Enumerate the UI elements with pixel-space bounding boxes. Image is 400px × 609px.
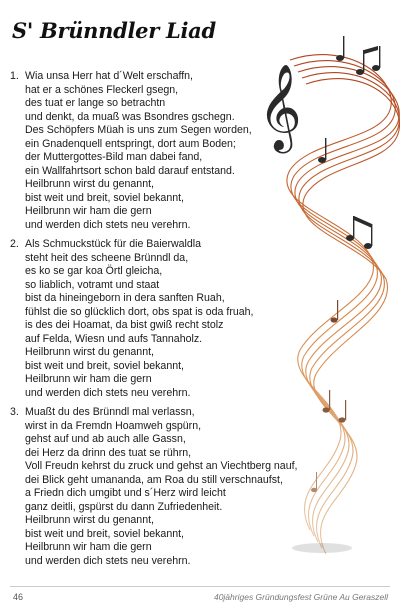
verse-line: der Muttergottes-Bild man dabei fand,	[25, 151, 203, 163]
verse-line: is des dei Hoamat, da bist gwiß recht stolz	[25, 319, 224, 331]
verse-line: ein Gnadenquell entspringt, dort aum Boden;	[25, 137, 236, 150]
refrain-line: Heilbrunn wirst du genannt,	[25, 346, 154, 358]
page-number: 46	[13, 592, 24, 602]
svg-text:𝄞: 𝄞	[258, 64, 302, 150]
verse-line: Voll Freudn kehrst du zruck und gehst an Viechtberg nauf,	[25, 460, 298, 472]
refrain-line: Heilbrunn wir ham die gern	[25, 205, 152, 217]
refrain-line: bist weit und breit, soviel bekannt,	[25, 359, 184, 372]
verse-line: bist da hineingeborn in dera sanften Ruah,	[25, 292, 225, 304]
verse-line: so liablich, votramt und staat	[25, 278, 160, 291]
refrain-line: Heilbrunn wirst du genannt,	[25, 514, 154, 526]
verse-line: steht heit des scheene Brünndl da,	[25, 251, 189, 264]
refrain-line: und werden dich stets neu verehrn.	[25, 386, 191, 399]
verse-line: Des Schöpfers Müah is uns zum Segen worden,	[25, 124, 252, 136]
staff-ribbon	[287, 55, 400, 554]
verse-line: Muaßt du des Brünndl mal verlassn,	[25, 406, 195, 418]
shadow	[292, 543, 352, 553]
verse-line: auf Felda, Wiesn und aufs Tannaholz.	[25, 332, 203, 345]
footer-text: 40jähriges Gründungsfest Grüne Au Geraszell	[213, 592, 388, 602]
verse-line: fühlst die so glücklich dort, obs spat is oda fruah,	[25, 305, 254, 318]
verse-line: wirst in da Fremdn Hoamweh gspürn,	[25, 419, 202, 432]
verse-line: Als Schmuckstück für die Baierwaldla	[25, 238, 202, 250]
verse-lines	[25, 70, 252, 232]
verse-line: gehst auf und ab auch alle Gassn,	[25, 433, 186, 445]
refrain-line: und werden dich stets neu verehrn.	[25, 218, 191, 231]
verse-number: 3.	[10, 406, 19, 418]
footer-divider	[10, 586, 390, 587]
verse-line: a Friedn dich umgibt und s´Herz wird leicht	[25, 487, 226, 499]
verse-line: ein Wallfahrtsort schon bald darauf entstand.	[25, 164, 235, 177]
verse-line: ganz deitli, gspürst du dann Zufriedenheit.	[25, 500, 223, 513]
verse-lines	[25, 238, 253, 400]
verse-number: 1.	[10, 70, 19, 82]
refrain-line: und werden dich stets neu verehrn.	[25, 554, 191, 567]
verse-line: Wia unsa Herr hat d´Welt erschaffn,	[25, 70, 193, 82]
verse-number: 2.	[10, 238, 19, 250]
refrain-line: bist weit und breit, soviel bekannt,	[25, 527, 184, 540]
treble-clef-icon	[258, 64, 302, 154]
verse-line: dei Blick geht umananda, am Roa du still verschnaufst,	[25, 473, 283, 486]
refrain-line: Heilbrunn wir ham die gern	[25, 373, 152, 385]
music-notes	[311, 36, 380, 492]
refrain-line: bist weit und breit, soviel bekannt,	[25, 191, 184, 204]
verse-line: des tuat er lange so betrachtn	[25, 97, 166, 109]
verse-line: hat er a schönes Fleckerl gsegn,	[25, 83, 179, 96]
refrain-line: Heilbrunn wirst du genannt,	[25, 178, 154, 190]
verse-line: dei Herz da drinn des tuat se rührn,	[25, 446, 192, 459]
refrain-line: Heilbrunn wir ham die gern	[25, 541, 152, 553]
music-notes-illustration	[230, 20, 400, 565]
verse-line: und denkt, da muaß was Bsondres gschegn.	[25, 110, 235, 123]
page-title: S' Brünndler Liad	[12, 18, 216, 43]
verse-line: es ko se gar koa Örtl gleicha,	[25, 265, 163, 277]
